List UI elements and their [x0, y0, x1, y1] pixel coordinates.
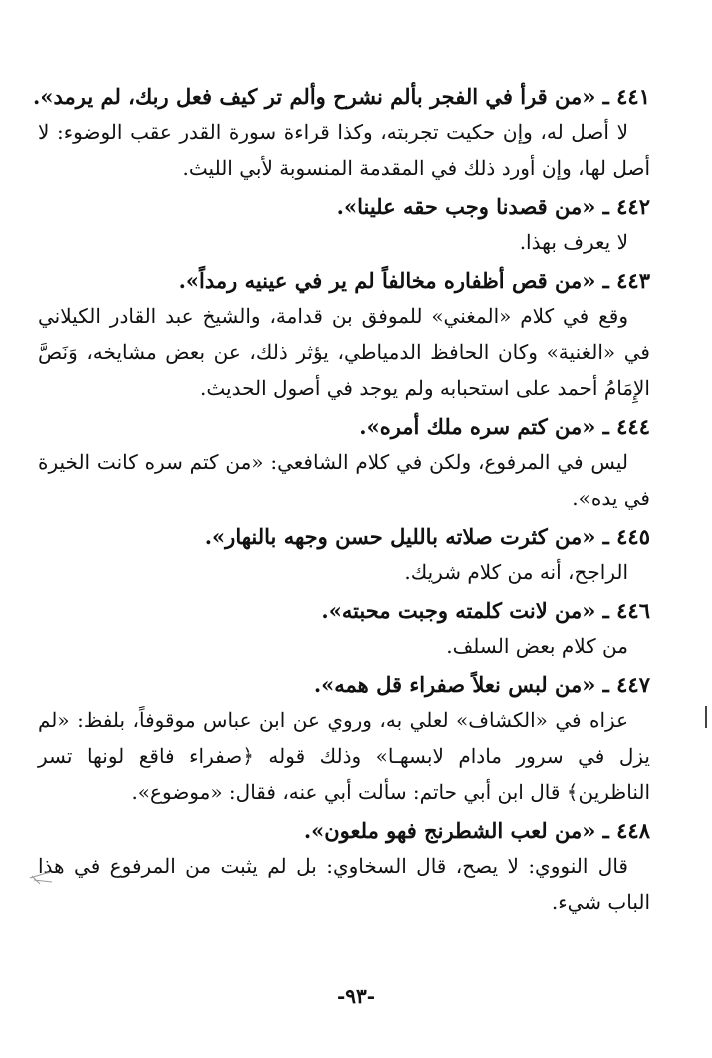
entry-443: [38, 264, 650, 406]
entry-title: «من قص أظفاره مخالفاً لم ير في عينيه رمداً».: [178, 268, 596, 293]
entry-number: ٤٤٦: [616, 598, 650, 623]
entry-number: ٤٤٤: [616, 414, 650, 439]
margin-tick: [705, 706, 707, 728]
entry-title: «من قصدنا وجب حقه علينا».: [336, 194, 596, 219]
entry-body: الراجح، أنه من كلام شريك.: [404, 560, 628, 584]
entry-heading: ٤٤٦ ـ «من لانت كلمته وجبت محبته».: [321, 598, 650, 623]
entry-body: لا أصل له، وإن حكيت تجربته، وكذا قراءة سورة القدر عقب الوضوء: لا أصل لها، وإن أورد ذلك في المقدمة المنسوبة لأبي الليث.: [38, 120, 650, 180]
entry-441: [33, 80, 650, 186]
entry-body: من كلام بعض السلف.: [446, 634, 628, 658]
entry-number: ٤٤٥: [616, 524, 650, 549]
entry-number: ٤٤٢: [616, 194, 650, 219]
entry-444: [38, 410, 650, 516]
entry-number: ٤٤١: [616, 84, 650, 109]
entry-heading: ٤٤٣ ـ «من قص أظفاره مخالفاً لم ير في عينيه رمداً».: [178, 268, 650, 293]
entry-body: عزاه في «الكشاف» لعلي به، وروي عن ابن عباس موقوفاً، بلفظ: «لم يزل في سرور مادام لابسهـا» وذلك قوله ﴿صفراء فاقع لونها تسر الناظرين﴾ قال ابن أبي حاتم: سألت أبي عنه، فقال: «موضوع».: [38, 708, 650, 804]
entry-title: «من كتم سره ملك أمره».: [359, 414, 596, 439]
entry-heading: ٤٤٤ ـ «من كتم سره ملك أمره».: [359, 414, 650, 439]
entry-447: [38, 668, 650, 810]
entry-body: وقع في كلام «المغني» للموفق بن قدامة، والشيخ عبد القادر الكيلاني في «الغنية» وكان الحافظ الدمياطي، يؤثر ذلك، عن بعض مشايخه، وَنَصَّ الإِمَامُ أحمد على استحبابه ولم يوجد في أصول الحديث.: [38, 304, 650, 400]
margin-pencil-mark: [28, 868, 54, 888]
entry-body: لا يعرف بهذا.: [519, 230, 628, 254]
entry-heading: ٤٤٥ ـ «من كثرت صلاته بالليل حسن وجهه بالنهار».: [204, 524, 650, 549]
entry-title: «من لانت كلمته وجبت محبته».: [321, 598, 596, 623]
entry-heading: ٤٤٨ ـ «من لعب الشطرنج فهو ملعون».: [303, 818, 650, 843]
page-content: [33, 80, 650, 924]
entry-body: ليس في المرفوع، ولكن في كلام الشافعي: «من كتم سره كانت الخيرة في يده».: [38, 450, 650, 510]
entry-body: قال النووي: لا يصح، قال السخاوي: بل لم يثبت من المرفوع في هذا الباب شيء.: [38, 854, 650, 914]
entry-442: [38, 190, 650, 260]
entry-number: ٤٤٧: [616, 672, 650, 697]
entry-heading: ٤٤٧ ـ «من لبس نعلاً صفراء قل همه».: [313, 672, 650, 697]
entry-title: «من لبس نعلاً صفراء قل همه».: [313, 672, 596, 697]
entry-448: [38, 814, 650, 920]
entry-number: ٤٤٣: [616, 268, 650, 293]
entry-number: ٤٤٨: [616, 818, 650, 843]
entry-446: [38, 594, 650, 664]
entry-title: «من لعب الشطرنج فهو ملعون».: [303, 818, 596, 843]
entry-title: «من كثرت صلاته بالليل حسن وجهه بالنهار».: [204, 524, 596, 549]
entry-heading: ٤٤٢ ـ «من قصدنا وجب حقه علينا».: [336, 194, 650, 219]
entry-heading: ٤٤١ ـ «من قرأ في الفجر بألم نشرح وألم تر كيف فعل ربك، لم يرمد».: [33, 84, 650, 109]
page-number: -٩٣-: [336, 984, 376, 1008]
entry-title: «من قرأ في الفجر بألم نشرح وألم تر كيف فعل ربك، لم يرمد».: [33, 84, 596, 109]
entry-445: [38, 520, 650, 590]
